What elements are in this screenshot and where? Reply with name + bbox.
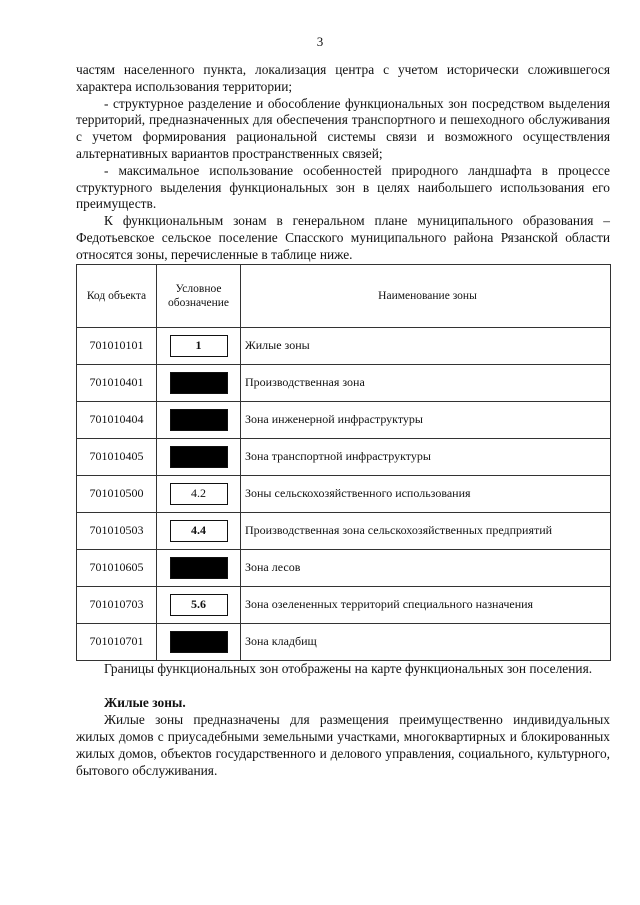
table-row xyxy=(77,549,611,586)
table-row xyxy=(77,512,611,549)
paragraph-boundaries: Границы функциональных зон отображены на карте функциональных зон поселения. xyxy=(104,660,593,676)
zone-symbol xyxy=(170,557,228,579)
zone-code: 701010405 xyxy=(77,438,157,475)
zone-symbol-cell xyxy=(157,549,241,586)
zone-symbol: 4.2 xyxy=(170,483,228,505)
zones-table xyxy=(76,264,611,661)
table-row xyxy=(77,364,611,401)
table-row xyxy=(77,327,611,364)
zone-name: Зона озелененных территорий специального назначения xyxy=(241,586,611,623)
section-heading: Жилые зоны. xyxy=(104,695,186,711)
document-body xyxy=(76,62,610,779)
zone-symbol xyxy=(170,372,228,394)
table-row xyxy=(77,586,611,623)
zone-symbol xyxy=(170,446,228,468)
zone-symbol-cell xyxy=(157,586,241,623)
zone-name: Производственная зона xyxy=(241,364,611,401)
zone-symbol-cell xyxy=(157,401,241,438)
header-symbol: Условное обозначение xyxy=(157,264,241,327)
zone-name: Зона инженерной инфраструктуры xyxy=(241,401,611,438)
table-row xyxy=(77,438,611,475)
table-row xyxy=(77,401,611,438)
zone-name: Жилые зоны xyxy=(241,327,611,364)
zone-symbol: 5.6 xyxy=(170,594,228,616)
zone-name: Зона лесов xyxy=(241,549,611,586)
zone-symbol-cell xyxy=(157,438,241,475)
zone-symbol-cell xyxy=(157,623,241,660)
zone-symbol xyxy=(170,631,228,653)
table-row xyxy=(77,623,611,660)
zone-code: 701010701 xyxy=(77,623,157,660)
zone-name: Зона транспортной инфраструктуры xyxy=(241,438,611,475)
paragraph-continuation: частям населенного пункта, локализация центра с учетом исторически сложившегося характера использования территории; xyxy=(76,62,610,94)
zone-code: 701010401 xyxy=(77,364,157,401)
table-row xyxy=(77,475,611,512)
zone-symbol xyxy=(170,409,228,431)
zone-symbol: 4.4 xyxy=(170,520,228,542)
zone-symbol-cell xyxy=(157,327,241,364)
header-name: Наименование зоны xyxy=(241,264,611,327)
zone-symbol-cell xyxy=(157,364,241,401)
zone-name: Производственная зона сельскохозяйственных предприятий xyxy=(241,512,611,549)
zone-code: 701010605 xyxy=(77,549,157,586)
zone-name: Зона кладбищ xyxy=(241,623,611,660)
zone-symbol-cell xyxy=(157,512,241,549)
zone-code: 701010101 xyxy=(77,327,157,364)
table-body xyxy=(77,327,611,660)
zone-code: 701010503 xyxy=(77,512,157,549)
zone-symbol: 1 xyxy=(170,335,228,357)
table-header-row xyxy=(77,264,611,327)
paragraph-landscape-usage: - максимальное использование особенностей природного ландшафта в процессе структурного выделения функциональных зон в целях наибольшего использования его преимуществ. xyxy=(76,162,610,212)
zone-name: Зоны сельскохозяйственного использования xyxy=(241,475,611,512)
paragraph-residential-zones: Жилые зоны предназначены для размещения преимущественно индивидуальных жилых домов с приусадебными земельными участками, многоквартирных и блокированных жилых домов, объектов государственного и делового управления, социального, культурного, бытового обслуживания. xyxy=(76,712,610,778)
paragraph-structural-separation: - структурное разделение и обособление функциональных зон посредством выделения территорий, предназначенных для обеспечения транспортного и пешеходного обслуживания с учетом формирования рациональной системы связи и возможного осуществления альтернативных вариантов пространственных связей; xyxy=(76,95,610,161)
zone-code: 701010404 xyxy=(77,401,157,438)
header-code: Код объекта xyxy=(77,264,157,327)
zone-code: 701010703 xyxy=(77,586,157,623)
zone-symbol-cell xyxy=(157,475,241,512)
page-number: 3 xyxy=(316,34,324,49)
zone-code: 701010500 xyxy=(77,475,157,512)
paragraph-zones-intro: К функциональным зонам в генеральном плане муниципального образования – Федотьевское сельское поселение Спасского муниципального района Рязанской области относятся зоны, перечисленные в таблице ниже. xyxy=(76,213,610,262)
